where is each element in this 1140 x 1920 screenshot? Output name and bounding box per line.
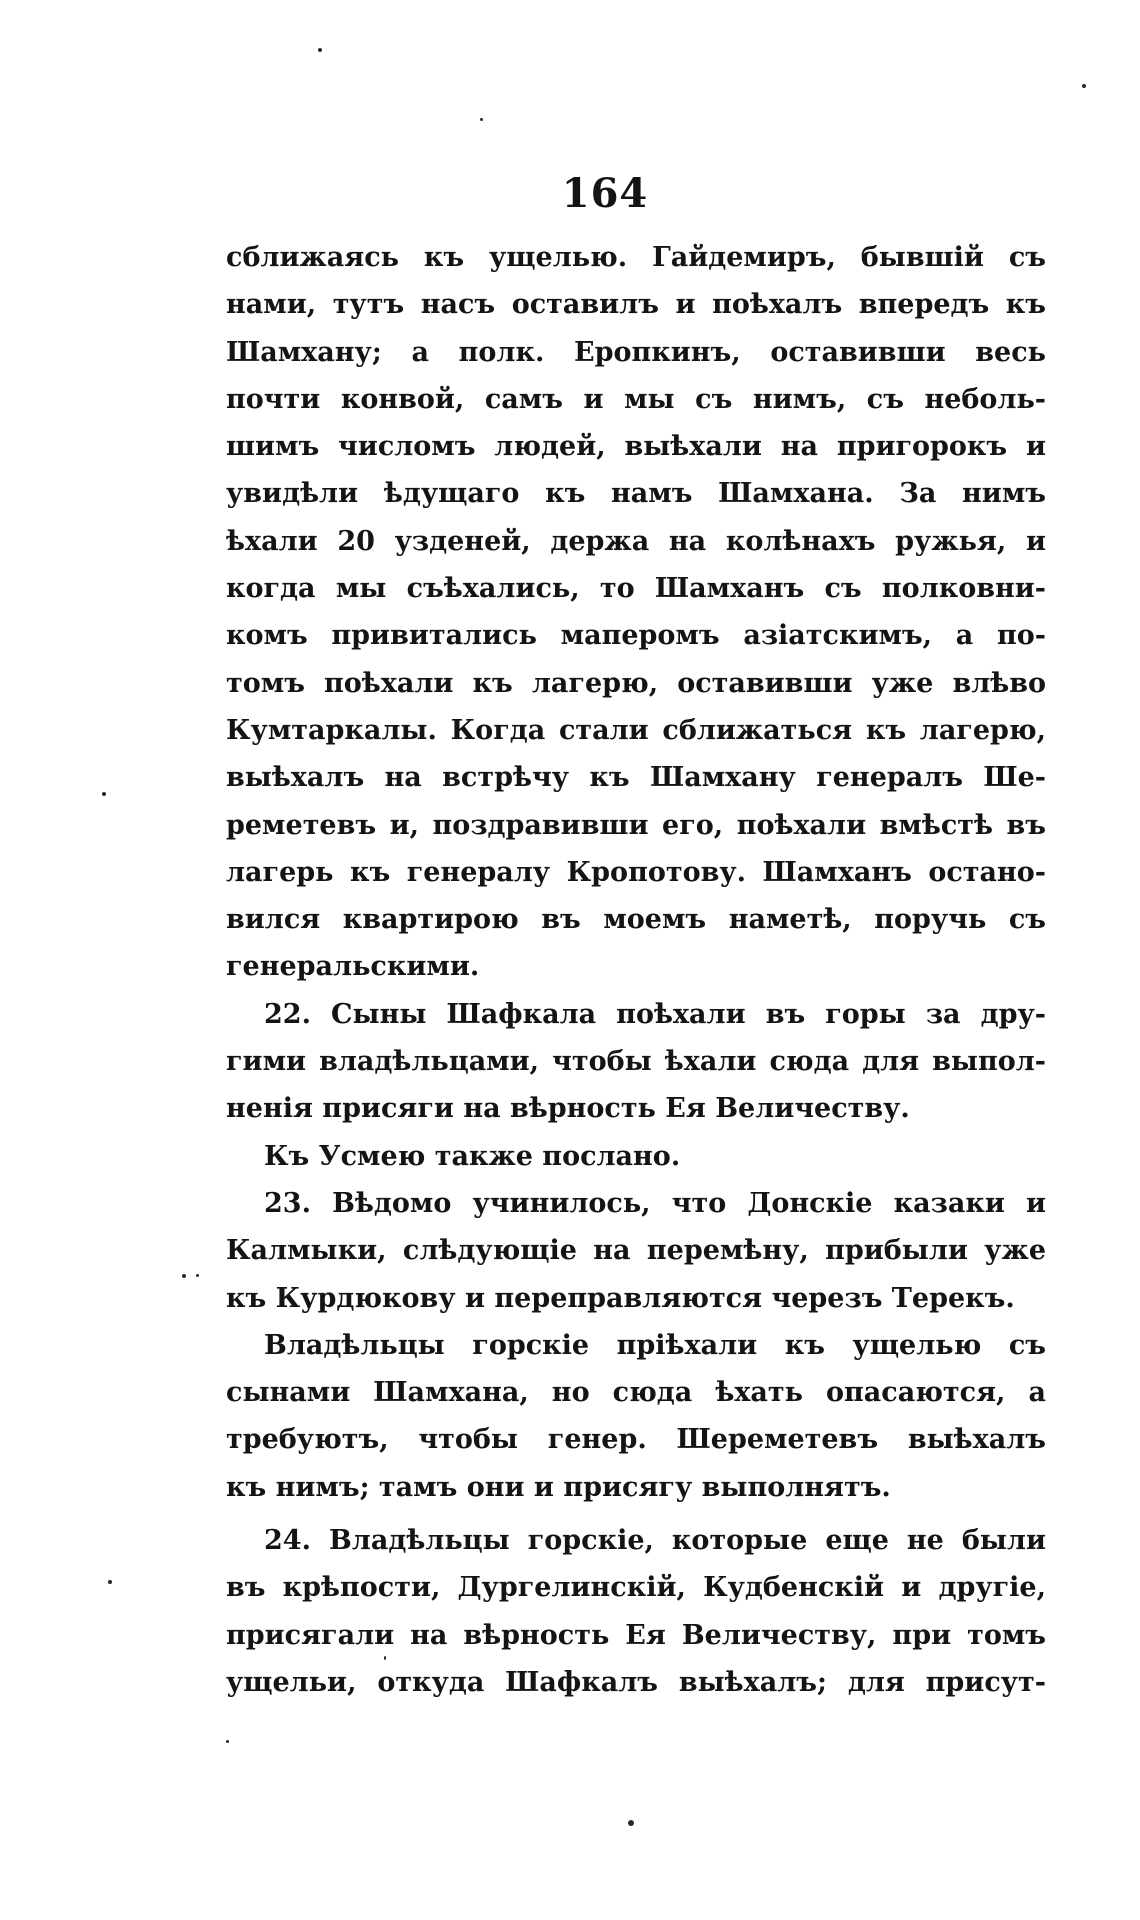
body-text: [226, 234, 1046, 1706]
text-line: къ нимъ; тамъ они и присягу выполнятъ.: [226, 1471, 891, 1503]
text-line: сближаясь къ ущелью. Гайдемиръ, бывшій съ: [226, 242, 1046, 273]
text-line: Кумтаркалы. Когда стали сближаться къ лагерю,: [226, 714, 1046, 746]
text-line: Калмыки, слѣдующіе на перемѣну, прибыли уже: [226, 1235, 1046, 1267]
scan-speck: [628, 1820, 634, 1826]
paragraph: [226, 1133, 1046, 1180]
text-line: лагерь къ генералу Кропотову. Шамханъ остано-: [226, 856, 1046, 888]
text-line: ущельи, откуда Шафкалъ выѣхалъ; для присут-: [226, 1666, 1046, 1698]
scan-speck: [182, 1274, 186, 1278]
paragraph: [226, 991, 1046, 1133]
text-line: реметевъ и, поздравивши его, поѣхали вмѣстѣ въ: [226, 809, 1046, 841]
text-line: томъ поѣхали къ лагерю, оставивши уже влѣво: [226, 667, 1046, 699]
text-line: комъ привитались маперомъ азіатскимъ, а по-: [226, 620, 1046, 652]
text-line: 22. Сыны Шафкала поѣхали въ горы за дру-: [264, 998, 1046, 1030]
text-line: когда мы съѣхались, то Шамханъ съ полковни-: [226, 573, 1046, 605]
text-line: въ крѣпости, Дургелинскій, Кудбенскій и другіе,: [226, 1572, 1046, 1604]
scan-speck: [318, 48, 322, 52]
text-line: Шамхану; а полк. Еропкинъ, оставивши весь: [226, 336, 1046, 368]
text-line: нами, тутъ насъ оставилъ и поѣхалъ впередъ къ: [226, 289, 1046, 321]
scan-speck: [480, 118, 483, 121]
paragraph: [226, 1180, 1046, 1322]
text-line: увидѣли ѣдущаго къ намъ Шамхана. За нимъ: [226, 478, 1046, 510]
text-line: почти конвой, самъ и мы съ нимъ, съ неболь-: [226, 383, 1046, 415]
paragraph: [226, 1517, 1046, 1706]
paragraph: [226, 1322, 1046, 1511]
text-line: сынами Шамхана, но сюда ѣхать опасаются, а: [226, 1377, 1046, 1409]
scan-speck: [108, 1580, 112, 1584]
text-line: гими владѣльцами, чтобы ѣхали сюда для выпол-: [226, 1046, 1046, 1078]
text-line: ѣхали 20 узденей, держа на колѣнахъ ружья, и: [226, 525, 1046, 557]
scan-speck: [1082, 84, 1086, 88]
page-number: 164: [561, 170, 649, 217]
text-line: требуютъ, чтобы генер. Шереметевъ выѣхалъ: [226, 1424, 1046, 1456]
text-line: Владѣльцы горскіе пріѣхали къ ущелью съ: [264, 1329, 1046, 1361]
text-line: шимъ числомъ людей, выѣхали на пригорокъ и: [226, 431, 1046, 463]
text-line: 24. Владѣльцы горскіе, которые еще не были: [264, 1525, 1046, 1557]
text-line: Къ Усмею также послано.: [264, 1140, 681, 1172]
paragraph: [226, 234, 1046, 991]
scan-speck: [226, 1740, 229, 1743]
scan-speck: [384, 1656, 386, 1660]
scan-speck: [102, 792, 106, 796]
text-line: присягали на вѣрность Ея Величеству, при томъ: [226, 1619, 1046, 1651]
text-line: выѣхалъ на встрѣчу къ Шамхану генералъ Ше-: [226, 762, 1046, 794]
text-line: генеральскими.: [226, 951, 480, 983]
text-line: вился квартирою въ моемъ наметѣ, поручь съ: [226, 904, 1046, 936]
text-line: 23. Вѣдомо учинилось, что Донскіе казаки и: [264, 1187, 1046, 1219]
scan-speck: [196, 1274, 199, 1277]
text-line: ненія присяги на вѣрность Ея Величеству.: [226, 1093, 910, 1125]
text-line: къ Курдюкову и переправляются черезъ Терекъ.: [226, 1282, 1015, 1314]
